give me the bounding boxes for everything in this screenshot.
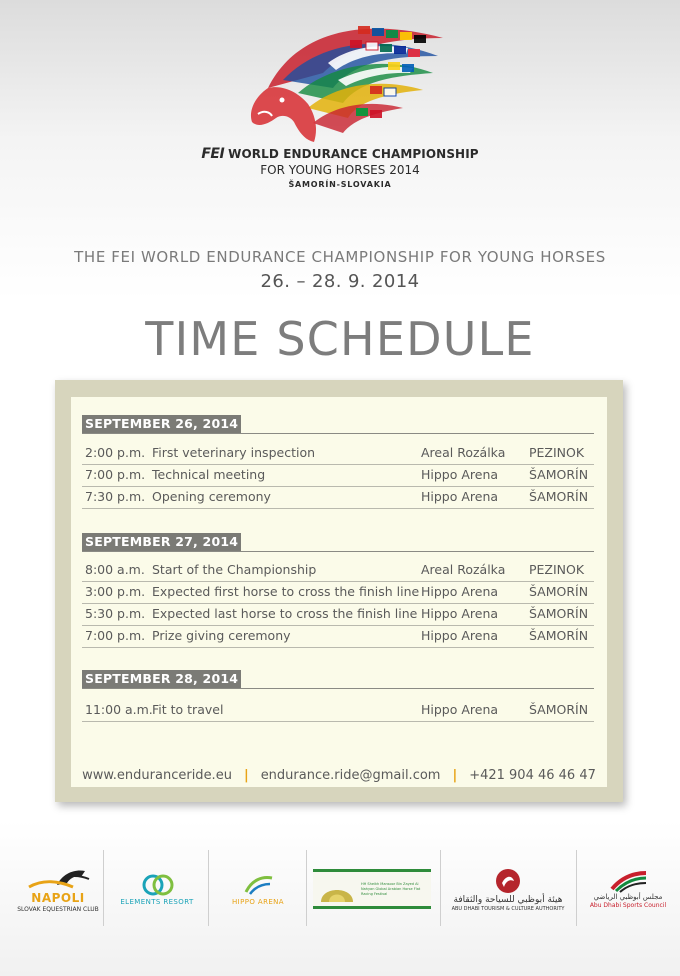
- adsc-name: Abu Dhabi Sports Council: [589, 902, 667, 909]
- row-town: ŠAMORÍN: [529, 489, 589, 504]
- page-title: TIME SCHEDULE: [145, 312, 535, 366]
- row-time: 11:00 a.m.: [85, 702, 153, 717]
- row-venue: Areal Rozálka: [421, 562, 506, 577]
- championship-dates: 26. – 28. 9. 2014: [260, 271, 420, 292]
- row-venue: Hippo Arena: [421, 606, 499, 621]
- row-time: 2:00 p.m.: [85, 445, 146, 460]
- sports-council-swoosh-icon: [608, 869, 648, 893]
- row-town: ŠAMORÍN: [529, 628, 589, 643]
- schedule-panel: [71, 397, 607, 787]
- championship-headline: THE FEI WORLD ENDURANCE CHAMPIONSHIP FOR YOUNG HORSES: [74, 248, 606, 266]
- sponsor-adsc: [582, 848, 674, 930]
- event-title: WORLD ENDURANCE CHAMPIONSHIP: [228, 147, 479, 161]
- event-title-line: [0, 146, 680, 162]
- sponsor-tcaad: [446, 848, 570, 930]
- schedule-row: [82, 625, 594, 648]
- fei-wordmark: FEI: [201, 146, 225, 162]
- row-time: 7:00 p.m.: [85, 628, 146, 643]
- row-time: 7:00 p.m.: [85, 467, 146, 482]
- contact-line: [71, 768, 607, 783]
- row-time: 3:00 p.m.: [85, 584, 146, 599]
- separator: |: [452, 768, 458, 783]
- tcaad-name: ABU DHABI TOURISM & CULTURE AUTHORITY: [451, 905, 565, 912]
- phone-number: +421 904 46 46 47: [469, 768, 596, 783]
- sponsor-divider: [103, 850, 104, 926]
- separator: |: [243, 768, 249, 783]
- row-town: ŠAMORÍN: [529, 606, 589, 621]
- row-town: PEZINOK: [529, 562, 585, 577]
- tcaad-name-arabic: هيئة أبوظبي للسياحة والثقافة: [453, 894, 563, 905]
- row-venue: Hippo Arena: [421, 628, 499, 643]
- adsc-name-arabic: مجلس أبوظبي الرياضي: [593, 893, 663, 901]
- email-link[interactable]: endurance.ride@gmail.com: [260, 768, 441, 783]
- dome-icon: [317, 874, 357, 904]
- horse-flags-logo-icon: [238, 18, 448, 146]
- row-event: Technical meeting: [152, 467, 266, 482]
- schedule-row: [82, 464, 594, 487]
- elements-swirl-icon: [139, 872, 175, 898]
- sponsor-napoli: [18, 848, 98, 930]
- sponsor-divider: [208, 850, 209, 926]
- row-venue: Hippo Arena: [421, 702, 499, 717]
- row-event: Start of the Championship: [152, 562, 317, 577]
- sponsor-hippo-arena: [212, 848, 304, 930]
- row-town: PEZINOK: [529, 445, 585, 460]
- sponsor-festival: [310, 848, 434, 930]
- napoli-name: NAPOLI: [31, 891, 85, 905]
- row-town: ŠAMORÍN: [529, 467, 589, 482]
- row-town: ŠAMORÍN: [529, 702, 589, 717]
- row-time: 7:30 p.m.: [85, 489, 146, 504]
- jumping-horse-icon: [240, 872, 276, 898]
- sponsor-elements-resort: [108, 848, 206, 930]
- row-event: Expected first horse to cross the finish line: [152, 584, 420, 599]
- schedule-frame: [55, 380, 623, 802]
- day-header: SEPTEMBER 27, 2014: [82, 533, 241, 551]
- festival-banner: [313, 869, 431, 909]
- hippo-name: HIPPO ARENA: [231, 898, 284, 906]
- schedule-row: [82, 603, 594, 626]
- schedule-row: [82, 559, 594, 582]
- sponsor-divider: [440, 850, 441, 926]
- row-event: Prize giving ceremony: [152, 628, 291, 643]
- event-subtitle: FOR YOUNG HORSES 2014: [260, 163, 420, 177]
- schedule-row: [82, 699, 594, 722]
- sponsor-divider: [306, 850, 307, 926]
- elements-name: ELEMENTS RESORT: [120, 898, 194, 906]
- championship-logo: [0, 0, 680, 215]
- day-header: SEPTEMBER 26, 2014: [82, 415, 241, 433]
- napoli-caption: SLOVAK EQUESTRIAN CLUB: [17, 906, 99, 913]
- header-rule: [82, 433, 594, 434]
- row-venue: Areal Rozálka: [421, 445, 506, 460]
- row-time: 5:30 p.m.: [85, 606, 146, 621]
- day-header: SEPTEMBER 28, 2014: [82, 670, 241, 688]
- row-venue: Hippo Arena: [421, 467, 499, 482]
- festival-name: HH Sheikh Mansoor Bin Zayed Al Nahyan Global Arabian Horse Flat Racing Festival: [361, 881, 421, 896]
- row-town: ŠAMORÍN: [529, 584, 589, 599]
- sponsor-logos: [0, 848, 680, 930]
- horse-silhouette-icon: [23, 865, 93, 891]
- row-event: Opening ceremony: [152, 489, 271, 504]
- website-link[interactable]: www.enduranceride.eu: [82, 768, 232, 783]
- schedule-row: [82, 486, 594, 509]
- event-place: ŠAMORÍN-SLOVAKIA: [288, 180, 392, 189]
- header-rule: [82, 688, 594, 689]
- row-event: Expected last horse to cross the finish line: [152, 606, 418, 621]
- row-event: Fit to travel: [152, 702, 224, 717]
- row-event: First veterinary inspection: [152, 445, 316, 460]
- schedule-row: [82, 581, 594, 604]
- row-time: 8:00 a.m.: [85, 562, 145, 577]
- schedule-row: [82, 442, 594, 465]
- row-venue: Hippo Arena: [421, 584, 499, 599]
- falcon-emblem-icon: [494, 867, 522, 895]
- row-venue: Hippo Arena: [421, 489, 499, 504]
- header-rule: [82, 551, 594, 552]
- sponsor-divider: [576, 850, 577, 926]
